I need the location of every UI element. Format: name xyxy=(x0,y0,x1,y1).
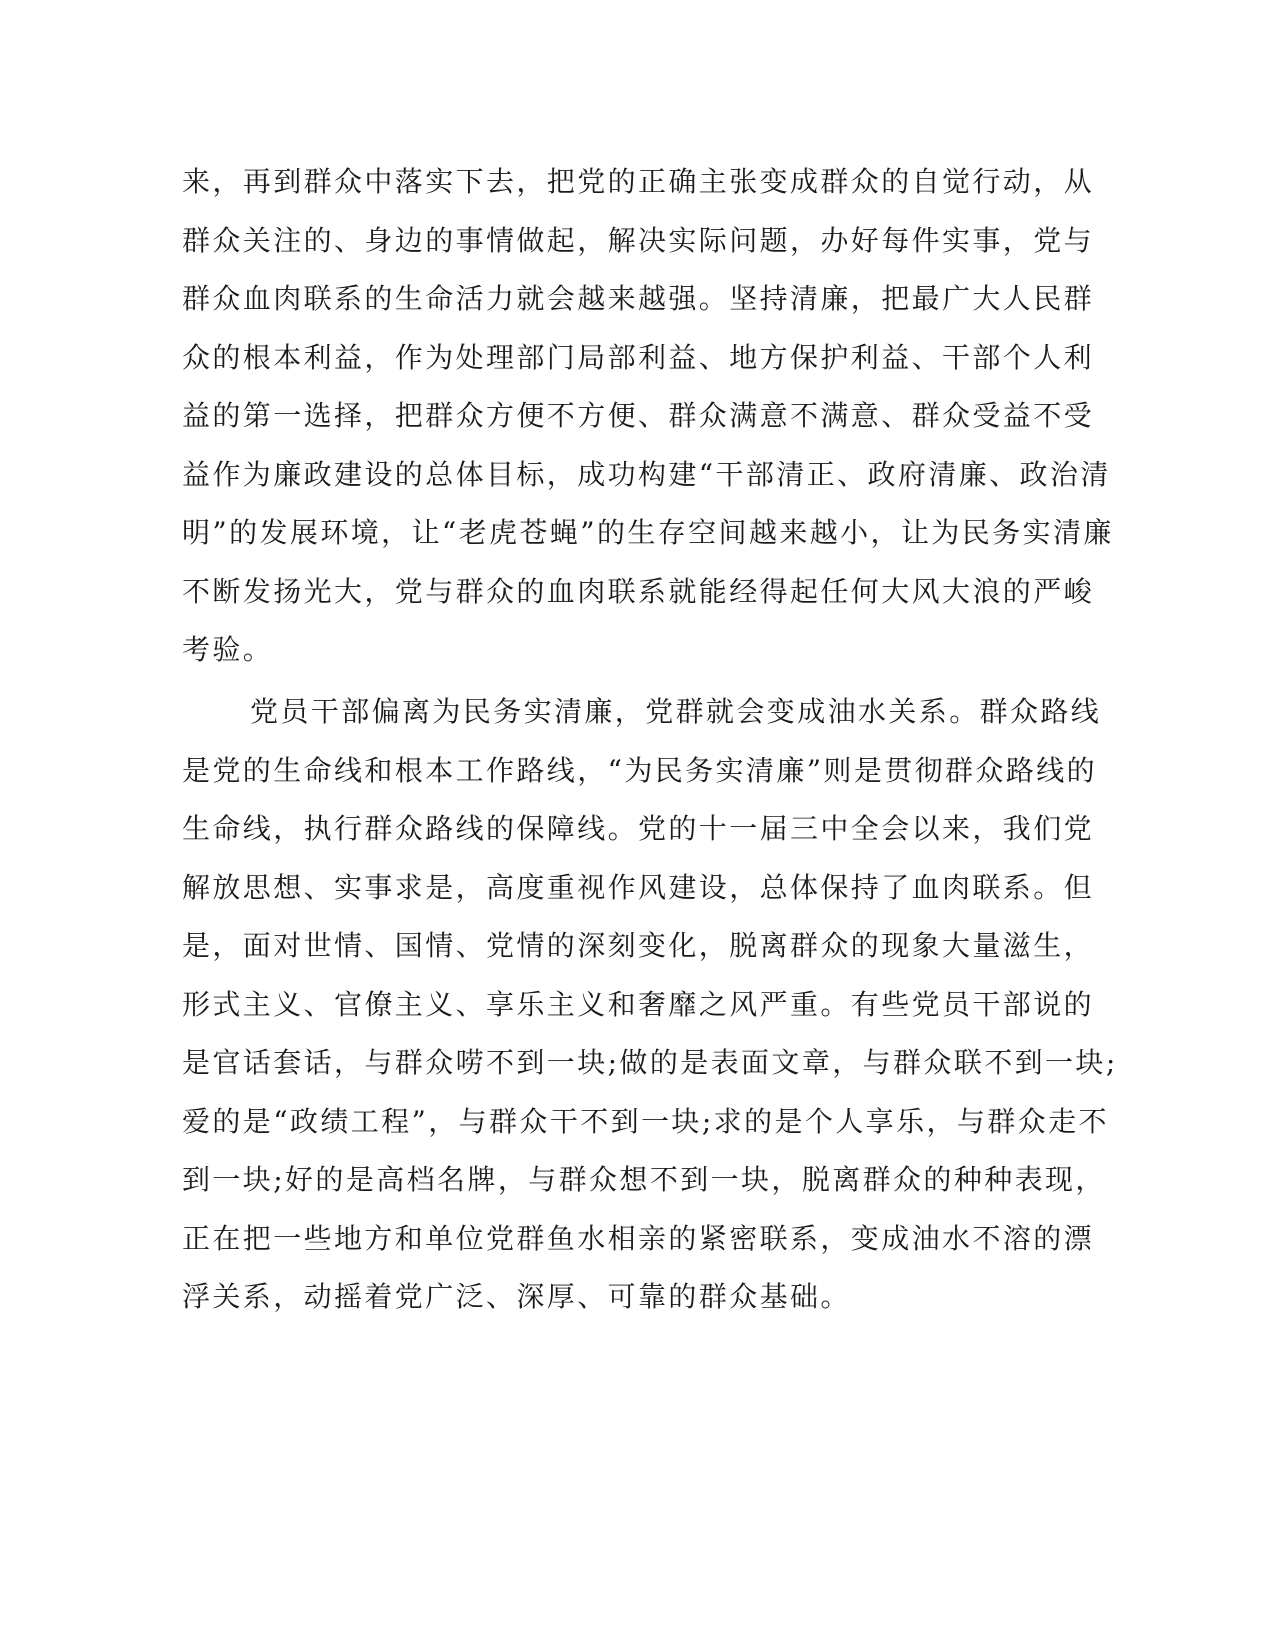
paragraph-line: 众的根本利益，作为处理部门局部利益、地方保护利益、干部个人利 xyxy=(182,340,1095,374)
paragraph-line: 是，面对世情、国情、党情的深刻变化，脱离群众的现象大量滋生， xyxy=(182,929,1095,962)
paragraph-line: 益作为廉政建设的总体目标，成功构建“干部清正、政府清廉、政治清 xyxy=(182,457,1111,491)
paragraph-line: 益的第一选择，把群众方便不方便、群众满意不满意、群众受益不受 xyxy=(182,399,1095,432)
paragraph-line: 来，再到群众中落实下去，把党的正确主张变成群众的自觉行动，从 xyxy=(182,165,1095,198)
paragraph-line: 是党的生命线和根本工作路线，“为民务实清廉”则是贯彻群众路线的 xyxy=(182,753,1098,787)
paragraph-line: 生命线，执行群众路线的保障线。党的十一届三中全会以来，我们党 xyxy=(182,812,1095,845)
paragraph-line: 群众关注的、身边的事情做起，解决实际问题，办好每件实事，党与 xyxy=(182,223,1095,257)
paragraph-line: 解放思想、实事求是，高度重视作风建设，总体保持了血肉联系。但 xyxy=(182,870,1095,904)
paragraph-line: 是官话套话，与群众唠不到一块;做的是表面文章，与群众联不到一块; xyxy=(182,1046,1118,1079)
paragraph-line: 不断发扬光大，党与群众的血肉联系就能经得起任何大风大浪的严峻 xyxy=(182,574,1095,608)
paragraph-line: 爱的是“政绩工程”，与群众干不到一块;求的是个人享乐，与群众走不 xyxy=(182,1104,1109,1138)
paragraph-line: 考验。 xyxy=(182,633,274,666)
paragraph-line: 到一块;好的是高档名牌，与群众想不到一块，脱离群众的种种表现， xyxy=(182,1163,1106,1196)
paragraph-line: 形式主义、官僚主义、享乐主义和奢靡之风严重。有些党员干部说的 xyxy=(182,987,1095,1021)
paragraph-line: 明”的发展环境，让“老虎苍蝇”的生存空间越来越小，让为民务实清廉 xyxy=(182,516,1114,549)
paragraph-1 xyxy=(182,153,1114,680)
paragraph-2 xyxy=(182,683,1118,1327)
paragraph-line: 浮关系，动摇着党广泛、深厚、可靠的群众基础。 xyxy=(182,1280,851,1313)
paragraph-line: 群众血肉联系的生命活力就会越来越强。坚持清廉，把最广大人民群 xyxy=(182,282,1095,315)
paragraph-line: 正在把一些地方和单位党群鱼水相亲的紧密联系，变成油水不溶的漂 xyxy=(182,1221,1095,1255)
paragraph-first-line: 党员干部偏离为民务实清廉，党群就会变成油水关系。群众路线 xyxy=(250,695,1102,728)
